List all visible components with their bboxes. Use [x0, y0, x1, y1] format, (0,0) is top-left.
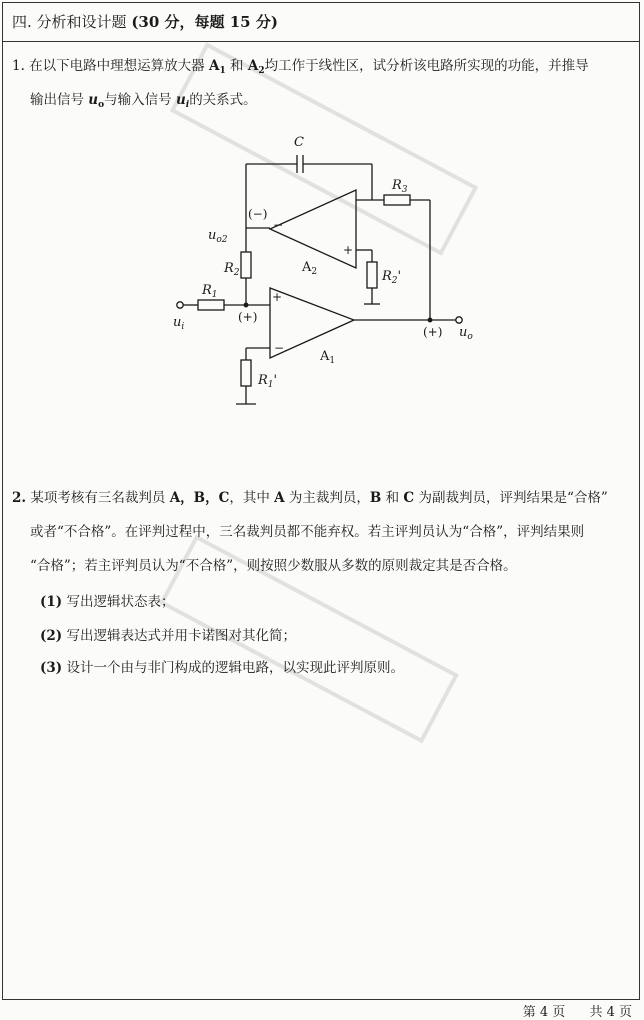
resistor-r2-prime [367, 262, 377, 288]
q2-item-2: (2) 写出逻辑表达式并用卡诺图对其化简； [40, 628, 296, 644]
output-terminal [456, 317, 462, 323]
label-r3: $R_3$ [392, 178, 408, 195]
input-terminal [177, 302, 183, 308]
q1-number: 1. [12, 58, 25, 74]
label-r1: $R_1$ [202, 283, 218, 300]
section-title-text: 四. 分析和设计题 [12, 13, 127, 31]
label-a1-minus: − [274, 341, 285, 355]
resistor-r2 [241, 252, 251, 278]
label-c: C [294, 135, 304, 150]
circuit-diagram [160, 128, 520, 418]
q2-line2: 或者“不合格”。在评判过程中，三名裁判员都不能弃权。若主评判员认为“合格”，评判结果则 [30, 524, 585, 540]
page-footer [503, 1001, 632, 1020]
label-r2-prime: $R_2'$ [382, 269, 402, 286]
q1-line2: 输出信号 $u_o$与输入信号 $u_i$的关系式。 [30, 92, 257, 110]
q2-item-1: (1) 写出逻辑状态表； [40, 594, 175, 610]
q2-line3: “合格”；若主评判员认为“不合格”，则按照少数服从多数的原则裁定其是否合格。 [30, 558, 517, 574]
label-a1: $A_1$ [320, 349, 336, 366]
label-a1-plus: + [272, 290, 283, 304]
label-uo: $u_o$ [459, 325, 473, 342]
label-a2: $A_2$ [302, 260, 318, 277]
q1-line1: 1. 在以下电路中理想运算放大器 $A_1$ 和 $A_2$均工作于线性区，试分析该电路所实现的功能，并推导 [12, 58, 589, 76]
label-uo2: $u_{o2}$ [208, 228, 228, 245]
label-r2: $R_2$ [224, 261, 240, 278]
resistor-r3 [384, 195, 410, 205]
section-title [2, 2, 640, 42]
label-output-plus-paren: (+) [423, 325, 443, 339]
label-a2-minus: − [273, 218, 284, 232]
q2-line1: 2. 某项考核有三名裁判员 A，B，C，其中 A 为主裁判员，B 和 C 为副裁判员，评判结果是“合格” [12, 490, 608, 506]
label-r1-prime: $R_1'$ [258, 373, 278, 390]
label-a1-plus-paren: (+) [238, 310, 258, 324]
resistor-r1-prime [241, 360, 251, 386]
q2-item-3: (3) 设计一个由与非门构成的逻辑电路，以实现此评判原则。 [40, 660, 404, 676]
resistor-r1 [198, 300, 224, 310]
label-ui: $u_i$ [173, 315, 185, 332]
page-total: 共 4 页 [589, 1005, 632, 1020]
q2-number: 2. [12, 490, 27, 506]
page-number: 第 4 页 [522, 1005, 566, 1020]
section-score: (30 分，每题 15 分) [131, 13, 278, 31]
label-a2-plus: + [343, 243, 354, 257]
label-a2-minus-paren: (−) [248, 207, 268, 221]
